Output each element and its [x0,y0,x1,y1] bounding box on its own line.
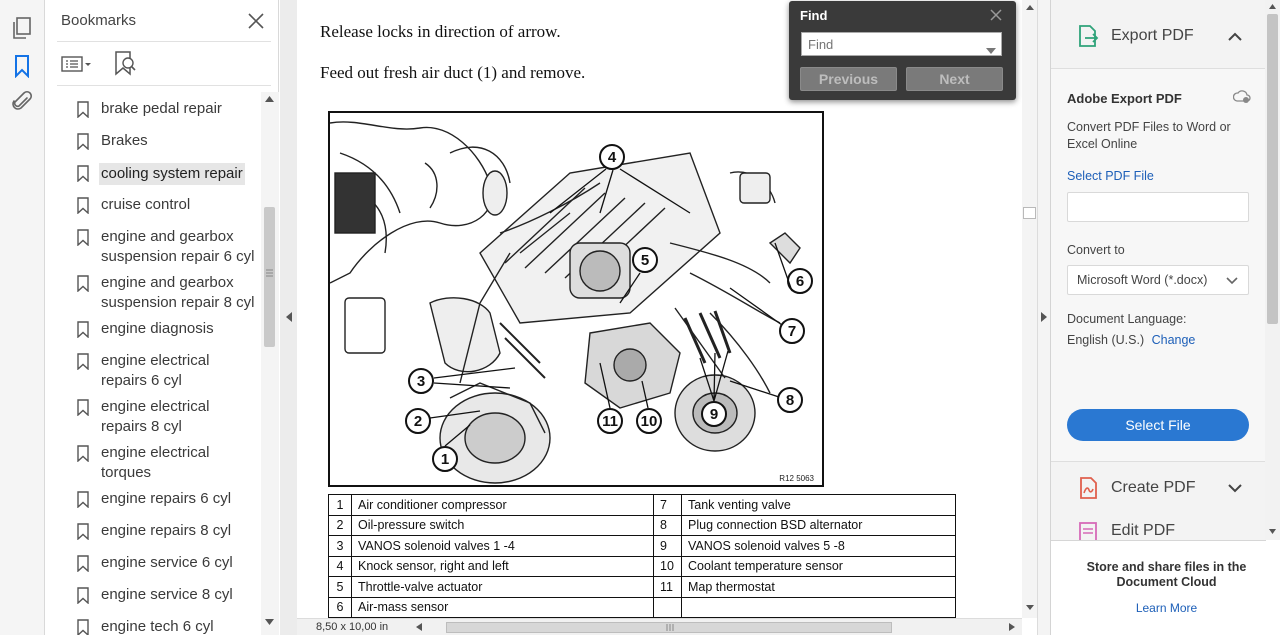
collapse-right-panel[interactable] [1037,0,1050,635]
scroll-down-icon[interactable] [1026,605,1034,610]
callout-5: 5 [632,247,658,273]
bookmark-item[interactable] [77,319,259,339]
legend-label: Coolant temperature sensor [682,556,956,577]
bookmark-icon [77,445,89,462]
bookmark-item[interactable] [77,553,259,573]
legend-number: 1 [329,495,352,516]
bookmark-icon [77,523,89,540]
legend-label: Map thermostat [682,577,956,598]
legend-row [329,556,956,577]
bookmark-icon [77,197,89,214]
bookmark-label: engine tech 6 cyl [101,618,214,635]
divider [57,85,271,86]
bookmark-label: engine and gearbox suspension repair 6 cyl [101,228,255,265]
chevron-left-icon[interactable] [286,312,292,322]
callout-7: 7 [779,318,805,344]
document-language-value: English (U.S.) [1067,333,1145,347]
bookmark-item[interactable] [77,351,259,391]
scroll-right-icon[interactable] [1009,623,1015,631]
bookmark-item[interactable] [77,227,259,267]
convert-to-value: Microsoft Word (*.docx) [1077,273,1208,287]
convert-to-select[interactable] [1067,265,1249,295]
legend-label: Knock sensor, right and left [352,556,654,577]
bookmark-item[interactable] [77,397,259,437]
collapse-left-panel[interactable] [280,0,297,635]
bookmark-label: engine electrical repairs 6 cyl [101,352,210,389]
page-thumbnails-icon[interactable] [8,14,36,42]
scrollbar-thumb[interactable] [264,207,275,347]
legend-row [329,577,956,598]
callout-6: 6 [787,268,813,294]
engine-illustration [330,113,824,487]
figure-id-label: R12 5063 [779,474,814,483]
document-scrollbar-thumb[interactable] [1023,207,1036,219]
callout-3: 3 [408,368,434,394]
create-pdf-icon [1077,476,1099,500]
bookmark-icon [77,133,89,150]
legend-number: 11 [654,577,682,598]
edit-pdf-label: Edit PDF [1111,522,1176,539]
create-pdf-tool[interactable] [1051,466,1266,510]
legend-number [654,597,682,618]
cloud-settings-icon[interactable] [1233,89,1251,105]
legend-row [329,495,956,516]
find-previous-button[interactable]: Previous [800,67,897,91]
adobe-export-title: Adobe Export PDF [1067,91,1182,106]
learn-more-link[interactable]: Learn More [1135,601,1198,615]
chevron-down-icon [1226,277,1238,285]
bookmark-list-scrollbar[interactable] [261,92,279,635]
find-next-button[interactable]: Next [906,67,1003,91]
instruction-line-2: Feed out fresh air duct (1) and remove. [320,63,586,82]
tools-pane [1050,0,1265,635]
bookmark-label: engine service 6 cyl [101,554,233,571]
bookmark-label: engine repairs 6 cyl [101,490,232,507]
chevron-down-icon[interactable] [1228,484,1242,493]
bookmark-item[interactable] [77,585,259,605]
find-dialog [789,1,1016,100]
bookmark-label: cooling system repair [99,163,245,185]
legend-number: 7 [654,495,682,516]
export-pdf-icon [1077,24,1099,48]
legend-label: VANOS solenoid valves 1 -4 [352,536,654,557]
bookmark-icon [77,275,89,292]
bookmark-label: brake pedal repair [101,100,222,117]
bookmarks-panel-title: Bookmarks [61,12,137,29]
bookmark-label: engine service 8 cyl [101,586,233,603]
bookmark-icon [77,491,89,508]
bookmark-item[interactable] [77,489,259,509]
bookmark-icon [77,321,89,338]
chevron-down-icon[interactable] [986,41,996,47]
export-description: Convert PDF Files to Word or Excel Online [1067,120,1231,151]
scroll-left-icon[interactable] [416,623,422,631]
tools-pane-scrollbar[interactable] [1265,0,1280,540]
navigation-rail [0,0,45,635]
bookmark-label: engine repairs 8 cyl [101,522,232,539]
bookmark-item[interactable] [77,521,259,541]
legend-label: Throttle-valve actuator [352,577,654,598]
bookmark-label: engine and gearbox suspension repair 8 cyl [101,274,255,311]
bookmark-label: cruise control [101,196,191,213]
legend-number: 5 [329,577,352,598]
legend-label: Air conditioner compressor [352,495,654,516]
select-pdf-file-link[interactable]: Select PDF File [1067,169,1154,183]
callout-2: 2 [405,408,431,434]
legend-number: 8 [654,515,682,536]
callout-10: 10 [636,408,662,434]
find-dialog-title: Find [800,8,828,23]
export-pdf-tool[interactable] [1051,14,1266,58]
bookmark-item[interactable] [77,617,259,635]
legend-row [329,597,956,618]
bookmark-icon [77,555,89,572]
cloud-promo-text: Store and share files in the Document Cloud [1086,560,1247,589]
legend-label: Oil-pressure switch [352,515,654,536]
legend-row [329,536,956,557]
callout-8: 8 [777,387,803,413]
legend-number: 2 [329,515,352,536]
scroll-up-icon[interactable] [1026,5,1034,10]
legend-number: 9 [654,536,682,557]
close-panel-icon[interactable] [245,10,267,32]
legend-label: Tank venting valve [682,495,956,516]
document-cloud-promo [1051,540,1266,635]
scroll-up-icon[interactable] [265,96,274,102]
document-language-row [1067,333,1195,347]
bookmark-item[interactable] [77,195,259,215]
horizontal-scrollbar-thumb[interactable] [446,622,892,633]
adobe-export-panel [1051,68,1266,462]
create-pdf-label: Create PDF [1111,479,1196,496]
bookmark-icon [77,229,89,246]
bookmark-item[interactable] [77,273,259,313]
callout-4: 4 [599,144,625,170]
bookmark-item[interactable] [77,99,259,119]
bookmark-icon [77,399,89,416]
convert-to-label: Convert to [1067,243,1125,257]
legend-label: Plug connection BSD alternator [682,515,956,536]
legend-number: 6 [329,597,352,618]
select-file-button[interactable]: Select File [1067,409,1249,441]
bookmark-label: engine diagnosis [101,320,214,337]
bookmarks-panel [45,0,279,635]
legend-table [328,494,956,618]
scroll-up-icon[interactable] [1269,4,1276,9]
new-bookmark-icon[interactable] [113,50,137,76]
bookmark-list [45,92,261,635]
document-language-label: Document Language: [1067,312,1187,326]
legend-number: 4 [329,556,352,577]
attachments-icon[interactable] [8,88,36,116]
bookmark-icon [77,353,89,370]
legend-number: 10 [654,556,682,577]
bookmark-icon [77,101,89,118]
bookmarks-icon[interactable] [8,52,36,80]
bookmark-label: Brakes [101,132,148,149]
bookmark-item[interactable] [77,163,259,185]
legend-number: 3 [329,536,352,557]
page-size-indicator: 8,50 x 10,00 in [316,621,389,633]
bookmark-item[interactable] [77,131,259,151]
legend-label: Air-mass sensor [352,597,654,618]
bookmark-options-button[interactable] [61,52,93,76]
bookmark-label: engine electrical repairs 8 cyl [101,398,210,435]
export-pdf-label: Export PDF [1111,27,1194,44]
callout-1: 1 [432,446,458,472]
scrollbar-thumb[interactable] [1267,14,1278,324]
chevron-up-icon[interactable] [1228,32,1242,41]
callout-9: 9 [701,401,727,427]
instruction-line-1: Release locks in direction of arrow. [320,22,561,41]
close-icon[interactable] [989,8,1003,22]
document-horizontal-scrollbar[interactable] [297,618,1022,635]
divider [57,41,271,42]
bookmark-item[interactable] [77,443,259,483]
chevron-right-icon[interactable] [1041,312,1047,322]
bookmark-icon [77,165,89,182]
document-vertical-scrollbar[interactable] [1022,0,1037,618]
bookmark-icon [77,619,89,635]
bookmark-label: engine electrical torques [101,444,210,481]
legend-row [329,515,956,536]
callout-11: 11 [597,408,623,434]
legend-label [682,597,956,618]
scroll-down-icon[interactable] [1269,529,1276,534]
bookmark-icon [77,587,89,604]
edit-pdf-tool[interactable] [1051,510,1266,540]
scroll-down-icon[interactable] [265,619,274,625]
selected-file-field[interactable] [1067,192,1249,222]
engine-diagram [328,111,824,487]
change-language-link[interactable]: Change [1151,333,1196,347]
edit-pdf-icon [1077,520,1099,540]
find-input[interactable] [801,32,1002,56]
legend-label: VANOS solenoid valves 5 -8 [682,536,956,557]
